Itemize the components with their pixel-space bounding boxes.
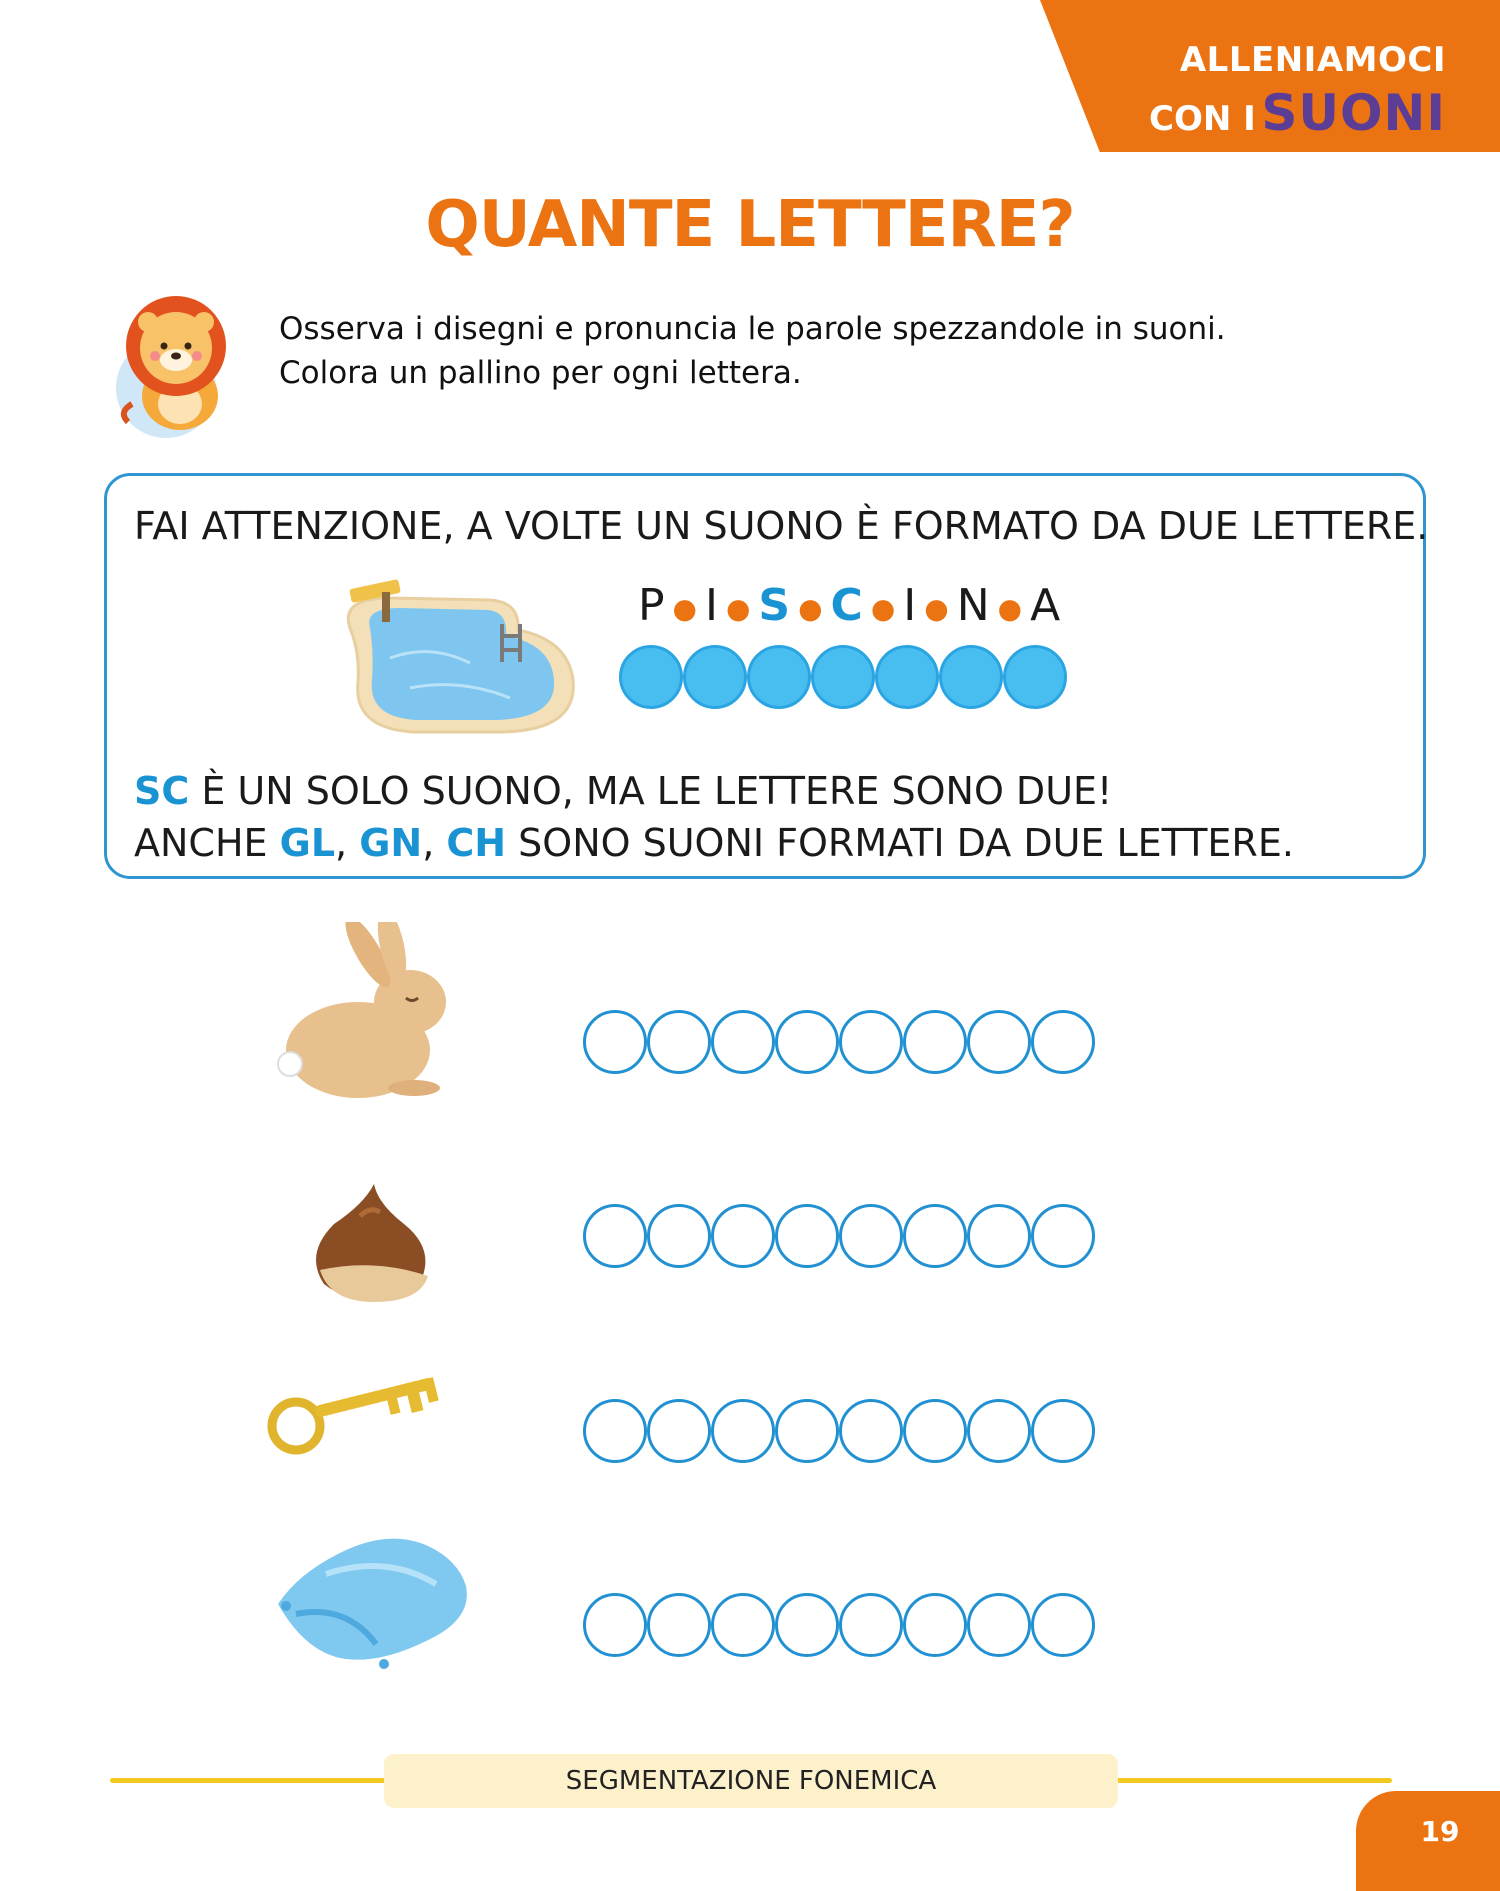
pillow-image [266,1534,478,1674]
answer-circle[interactable] [839,1204,903,1268]
answer-circle[interactable] [711,1593,775,1657]
separator-dot: ● [997,591,1023,625]
answer-circle[interactable] [583,1399,647,1463]
info-note-line2-text: SONO SUONI FORMATI DA DUE LETTERE. [506,821,1294,865]
separator: , [335,821,360,865]
answer-circle[interactable] [839,1399,903,1463]
chestnut-image [304,1176,444,1306]
answer-circle[interactable] [1031,1399,1095,1463]
info-box-note [134,765,1294,869]
answer-circle[interactable] [903,1010,967,1074]
answer-circle[interactable] [839,1010,903,1074]
digraph-gl: GL [279,821,336,865]
answer-circle[interactable] [711,1204,775,1268]
digraph-sc: SC [134,769,190,813]
answer-circle[interactable] [967,1010,1031,1074]
answer-circle[interactable] [1031,1204,1095,1268]
answer-circle[interactable] [711,1399,775,1463]
info-note-line1 [134,765,1294,817]
answer-circle[interactable] [903,1204,967,1268]
letter-p: P [638,580,665,631]
answer-circle[interactable] [647,1593,711,1657]
filled-circle [875,645,939,709]
letter-n: N [956,580,990,631]
answer-circles-row-3 [583,1399,1095,1463]
pool-image [330,578,580,738]
info-note-line2 [134,817,1294,869]
key-image [262,1356,462,1466]
filled-circle [1003,645,1067,709]
filled-circle [619,645,683,709]
instructions-line1: Osserva i disegni e pronuncia le parole spezzandole in suoni. [279,311,1226,347]
page-number: 19 [1420,1815,1460,1848]
filled-circle [939,645,1003,709]
rabbit-image [260,922,460,1102]
separator-dot: ● [725,591,751,625]
header-line2-prefix: CON I [1149,99,1256,139]
header-line1: ALLENIAMOCI [1179,40,1446,80]
filled-circle [811,645,875,709]
letter-i: I [903,580,917,631]
answer-circle[interactable] [775,1593,839,1657]
letter-i: I [704,580,718,631]
answer-circle[interactable] [647,1010,711,1074]
digraph-gn: GN [359,821,423,865]
answer-circles-row-1 [583,1010,1095,1074]
answer-circle[interactable] [583,1593,647,1657]
answer-circle[interactable] [903,1399,967,1463]
info-box-warning: FAI ATTENZIONE, A VOLTE UN SUONO È FORMATO DA DUE LETTERE. [134,504,1429,548]
answer-circle[interactable] [647,1399,711,1463]
info-note-line2-prefix: ANCHE [134,821,280,865]
answer-circle[interactable] [647,1204,711,1268]
answer-circle[interactable] [711,1010,775,1074]
footer-section-label: SEGMENTAZIONE FONEMICA [384,1754,1118,1808]
answer-circle[interactable] [583,1204,647,1268]
letter-a: A [1030,580,1061,631]
answer-circles-row-2 [583,1204,1095,1268]
page-title: QUANTE LETTERE? [425,188,1075,262]
instructions-line2: Colora un pallino per ogni lettera. [279,355,802,391]
lion-mascot-icon [108,292,238,440]
footer-rule-left [110,1778,400,1783]
answer-circle[interactable] [967,1204,1031,1268]
separator-dot: ● [672,591,697,625]
answer-circle[interactable] [775,1399,839,1463]
separator: , [422,821,447,865]
filled-circle [747,645,811,709]
answer-circle[interactable] [1031,1010,1095,1074]
info-note-line1-text: È UN SOLO SUONO, MA LE LETTERE SONO DUE! [189,769,1113,813]
instructions [279,307,1226,395]
answer-circle[interactable] [583,1010,647,1074]
answer-circle[interactable] [775,1010,839,1074]
example-circles [619,645,1067,709]
separator-dot: ● [798,591,823,625]
header-line2-highlight: SUONI [1261,84,1446,142]
digraph-ch: CH [446,821,507,865]
letter-c: C [830,580,863,631]
filled-circle [683,645,747,709]
example-word-letters [638,580,1060,631]
footer-rule-right [1100,1778,1392,1783]
answer-circle[interactable] [967,1399,1031,1463]
answer-circle[interactable] [903,1593,967,1657]
separator-dot: ● [870,591,896,625]
answer-circle[interactable] [967,1593,1031,1657]
letter-s: S [758,580,791,631]
separator-dot: ● [924,591,949,625]
answer-circles-row-4 [583,1593,1095,1657]
answer-circle[interactable] [839,1593,903,1657]
answer-circle[interactable] [775,1204,839,1268]
header-line2 [1149,84,1446,142]
answer-circle[interactable] [1031,1593,1095,1657]
